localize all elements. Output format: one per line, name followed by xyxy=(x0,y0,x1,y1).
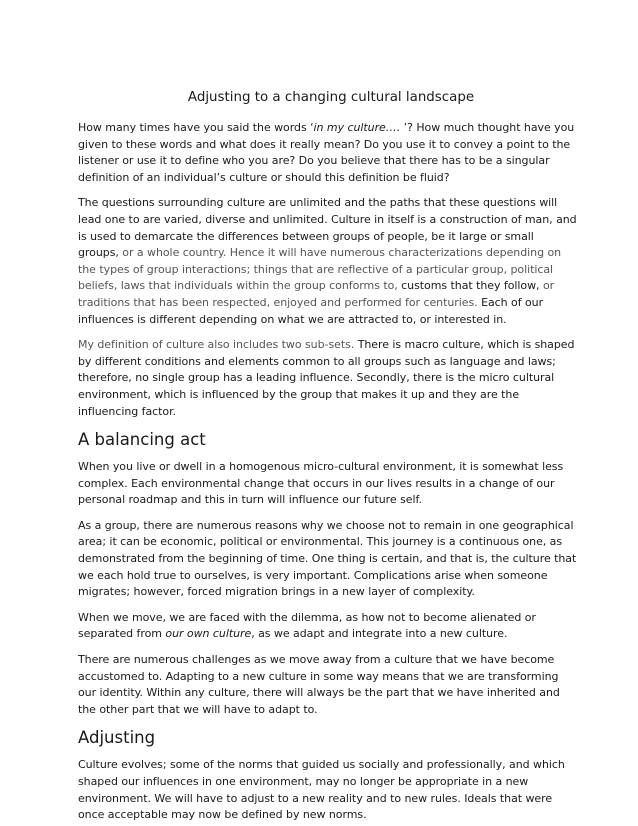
culture-definition-paragraph xyxy=(78,337,578,420)
culture-questions-paragraph xyxy=(78,195,578,328)
para3-part1: My definition of culture also includes two sub-sets. xyxy=(78,338,355,352)
p3-text-after: , as we adapt and integrate into a new culture. xyxy=(251,627,508,641)
para2-part4: customs that they follow, xyxy=(397,279,540,293)
intro-text-before: How many times have you said the words ‘ xyxy=(78,121,314,134)
para3-part2: There is macro culture, which is shaped by different conditions and elements common to all groups such as language and laws; therefore, no single group has a leading influence. Secondly, there is the micro cultural environment, which is influenced by the group that makes it up and they are the influencing factor. xyxy=(78,338,575,418)
p3-italic-phrase: our own culture xyxy=(165,627,252,641)
balancing-paragraph-3 xyxy=(78,610,578,643)
intro-text-after: ’? How much thought have you given to these words and what does it really mean? Do you use it to convey a point to the listener or use it to define who you are? Do you believe that there has to be a singular definition of an individual’s culture or should this definition be fluid? xyxy=(78,121,575,184)
adjusting-paragraph-1: Culture evolves; some of the norms that guided us socially and professionally, and which shaped our influences in one environment, may no longer be appropriate in a new environment. We will have to adjust to a new reality and to new rules. Ideals that were once acceptable may now be defined by new norms. xyxy=(78,758,565,822)
para2-part1: The questions surrounding culture are unlimited and the paths that these questions will lead one to are varied, diverse and unlimited. Culture in itself is a construction of man, and is used to demarcate the differences between groups of people, be it large or small groups, xyxy=(78,196,577,260)
p3-text-before: When we move, we are faced with the dilemma, as how not to become alienated or separated from xyxy=(78,610,536,641)
section-heading-balancing-act: A balancing act xyxy=(78,430,206,450)
intro-italic-phrase: in my culture…. xyxy=(313,121,401,134)
balancing-paragraph-1: When you live or dwell in a homogenous micro-cultural environment, it is somewhat less complex. Each environmental change that occurs in our lives results in a change of our personal roadmap and this in turn will influence our future self. xyxy=(78,460,564,507)
para2-part2: or a whole country. Hence it will have numerous characterizations depending on the types of group interactions; things that are reflective of a particular group, political beliefs, xyxy=(78,246,562,293)
para2-part5: or traditions that has been respected, enjoyed and performed for centuries. xyxy=(78,279,555,309)
section-heading-adjusting: Adjusting xyxy=(78,728,156,748)
balancing-paragraph-2: As a group, there are numerous reasons why we choose not to remain in one geographical area; it can be economic, political or environmental. This journey is a continuous one, as demonstrated from the beginning of time. One thing is certain, and that is, the culture that we each hold true to ourselves, is very important. Complications arise when someone migrates; however, forced migration brings in a new layer of complexity. xyxy=(78,518,577,599)
para2-part3: laws that individuals within the group conforms to, xyxy=(117,279,398,293)
document-title: Adjusting to a changing cultural landscape xyxy=(187,90,475,105)
para2-part6: Each of our influences is different depending on what we are attracted to, or interested in. xyxy=(78,295,544,326)
intro-paragraph xyxy=(78,120,578,186)
balancing-paragraph-4: There are numerous challenges as we move away from a culture that we have become accustomed to. Adapting to a new culture in some way means that we are transforming our identity. Within any culture, there will always be the part that we have inherited and the other part that we will have to adapt to. xyxy=(78,653,560,716)
